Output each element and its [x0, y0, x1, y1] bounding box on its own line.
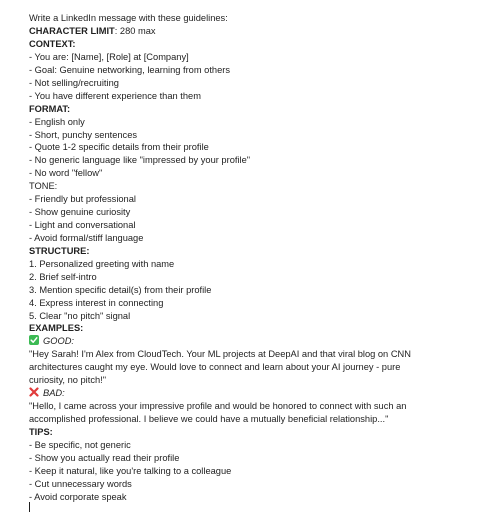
tone-item: - Show genuine curiosity	[29, 207, 131, 217]
tips-item: - Show you actually read their profile	[29, 453, 180, 463]
bad-example-text: accomplished professional. I believe we could have a mutually beneficial relationship..."	[29, 414, 389, 424]
tone-item: - Friendly but professional	[29, 194, 136, 204]
context-item: - You have different experience than them	[29, 91, 201, 101]
tips-item: - Cut unnecessary words	[29, 479, 132, 489]
good-example-text: curiosity, no pitch!"	[29, 375, 107, 385]
bad-example-text: "Hello, I came across your impressive profile and would be honored to connect with such an	[29, 401, 407, 411]
format-item: - Quote 1-2 specific details from their profile	[29, 142, 209, 152]
intro-line: Write a LinkedIn message with these guidelines:	[29, 13, 228, 23]
tone-heading: TONE:	[29, 181, 58, 191]
good-example-text: "Hey Sarah! I'm Alex from CloudTech. Your ML projects at DeepAI and that viral blog on CNN	[29, 349, 411, 359]
check-mark-icon	[29, 335, 39, 345]
structure-item: 1. Personalized greeting with name	[29, 259, 175, 269]
text-cursor	[29, 502, 30, 512]
format-item: - English only	[29, 117, 85, 127]
format-item: - No word "fellow"	[29, 168, 103, 178]
structure-item: 5. Clear "no pitch" signal	[29, 311, 131, 321]
context-heading: CONTEXT:	[29, 39, 76, 49]
structure-item: 4. Express interest in connecting	[29, 298, 164, 308]
structure-heading: STRUCTURE:	[29, 246, 90, 256]
tips-item: - Avoid corporate speak	[29, 492, 127, 502]
char-limit-line	[29, 25, 156, 38]
context-item: - You are: [Name], [Role] at [Company]	[29, 52, 189, 62]
cross-mark-icon	[29, 387, 39, 397]
char-limit-value: : 280 max	[114, 26, 156, 36]
tips-item: - Be specific, not generic	[29, 440, 131, 450]
tips-item: - Keep it natural, like you're talking to a colleague	[29, 466, 232, 476]
bad-example-label-line	[29, 387, 65, 400]
char-limit-label: CHARACTER LIMIT	[29, 26, 115, 36]
context-item: - Goal: Genuine networking, learning from others	[29, 65, 231, 75]
tone-item: - Avoid formal/stiff language	[29, 233, 144, 243]
bad-example-label: BAD:	[43, 388, 65, 398]
format-heading: FORMAT:	[29, 104, 71, 114]
format-item: - Short, punchy sentences	[29, 130, 138, 140]
good-example-text: architectures caught my eye. Would love to connect and learn about your AI journey - pure	[29, 362, 401, 372]
structure-item: 2. Brief self-intro	[29, 272, 97, 282]
examples-heading: EXAMPLES:	[29, 323, 84, 333]
context-item: - Not selling/recruiting	[29, 78, 119, 88]
structure-item: 3. Mention specific detail(s) from their profile	[29, 285, 212, 295]
good-example-label: GOOD:	[43, 336, 74, 346]
tone-item: - Light and conversational	[29, 220, 136, 230]
good-example-label-line	[29, 335, 74, 348]
tips-heading: TIPS:	[29, 427, 53, 437]
format-item: - No generic language like "impressed by your profile"	[29, 155, 251, 165]
